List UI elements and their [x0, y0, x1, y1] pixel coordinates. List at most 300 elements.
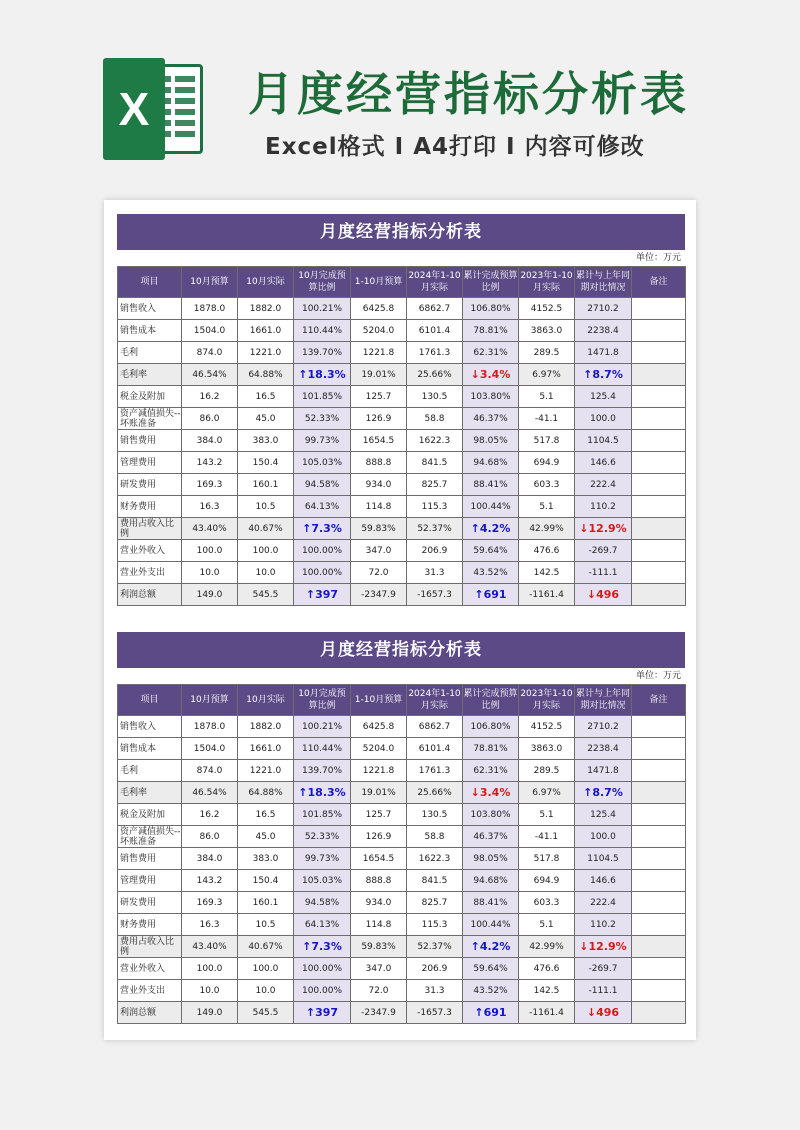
value-cell: 58.8 [407, 408, 463, 430]
value-cell [632, 298, 686, 320]
value-cell [632, 892, 686, 914]
value-cell: 874.0 [182, 342, 238, 364]
row-label-cell: 毛利率 [118, 364, 182, 386]
row-label-cell: 费用占收入比例 [118, 518, 182, 540]
trend-down-value: ↓496 [586, 1006, 620, 1019]
value-cell: 100.21% [294, 716, 351, 738]
row-label-cell: 利润总额 [118, 584, 182, 606]
value-cell: 94.58% [294, 892, 351, 914]
value-cell: 64.13% [294, 914, 351, 936]
value-cell: 1882.0 [238, 298, 294, 320]
value-cell: 100.00% [294, 540, 351, 562]
value-cell: 114.8 [351, 496, 407, 518]
value-cell: 383.0 [238, 430, 294, 452]
value-cell: 142.5 [519, 980, 575, 1002]
value-cell: 6101.4 [407, 320, 463, 342]
value-cell: 78.81% [463, 738, 519, 760]
table-row [118, 980, 686, 1002]
value-cell: 110.44% [294, 738, 351, 760]
trend-up-value: ↑397 [305, 1006, 339, 1019]
value-cell [463, 782, 519, 804]
value-cell [463, 584, 519, 606]
value-cell: 5204.0 [351, 320, 407, 342]
value-cell [575, 518, 632, 540]
table-row [118, 386, 686, 408]
sheet-1 [117, 214, 685, 606]
value-cell [632, 386, 686, 408]
value-cell [632, 738, 686, 760]
row-label-cell: 营业外收入 [118, 958, 182, 980]
value-cell: 222.4 [575, 892, 632, 914]
table-body [118, 298, 686, 606]
table-row [118, 826, 686, 848]
value-cell: 106.80% [463, 716, 519, 738]
row-label-cell: 管理费用 [118, 452, 182, 474]
value-cell: 106.80% [463, 298, 519, 320]
value-cell [632, 452, 686, 474]
trend-up-value: ↑8.7% [583, 368, 623, 381]
row-label-cell: 销售费用 [118, 848, 182, 870]
value-cell: 934.0 [351, 892, 407, 914]
value-cell: 100.21% [294, 298, 351, 320]
value-cell: 31.3 [407, 980, 463, 1002]
trend-up-value: ↑4.2% [470, 940, 511, 953]
value-cell: 16.2 [182, 386, 238, 408]
value-cell [632, 364, 686, 386]
trend-down-value: ↓3.4% [470, 368, 511, 381]
value-cell: 3863.0 [519, 320, 575, 342]
value-cell: 10.0 [182, 562, 238, 584]
value-cell: 143.2 [182, 452, 238, 474]
value-cell: 45.0 [238, 408, 294, 430]
table-header [118, 685, 686, 716]
value-cell: 100.00% [294, 562, 351, 584]
value-cell [632, 782, 686, 804]
row-label-cell: 资产减值损失--坏账准备 [118, 826, 182, 848]
table-row [118, 474, 686, 496]
table-row [118, 452, 686, 474]
value-cell: 99.73% [294, 430, 351, 452]
value-cell: -2347.9 [351, 584, 407, 606]
trend-down-value: ↓12.9% [579, 940, 627, 953]
value-cell: 1221.8 [351, 342, 407, 364]
value-cell [632, 540, 686, 562]
row-label-cell: 费用占收入比例 [118, 936, 182, 958]
row-label-cell: 销售收入 [118, 716, 182, 738]
table-row [118, 892, 686, 914]
value-cell: 934.0 [351, 474, 407, 496]
value-cell: 143.2 [182, 870, 238, 892]
table-row [118, 870, 686, 892]
value-cell: 1504.0 [182, 320, 238, 342]
trend-up-value: ↑18.3% [298, 368, 346, 381]
value-cell: 1882.0 [238, 716, 294, 738]
value-cell: 476.6 [519, 540, 575, 562]
column-header: 10月实际 [238, 267, 294, 298]
value-cell: 1654.5 [351, 430, 407, 452]
trend-up-value: ↑691 [474, 588, 507, 601]
value-cell: 6862.7 [407, 298, 463, 320]
value-cell [632, 826, 686, 848]
value-cell: 139.70% [294, 342, 351, 364]
value-cell: 115.3 [407, 496, 463, 518]
value-cell [632, 760, 686, 782]
table-row [118, 540, 686, 562]
value-cell: 5.1 [519, 496, 575, 518]
table-row [118, 914, 686, 936]
value-cell: 100.0 [575, 408, 632, 430]
value-cell: 1654.5 [351, 848, 407, 870]
value-cell: 72.0 [351, 562, 407, 584]
value-cell: 206.9 [407, 958, 463, 980]
table-row [118, 320, 686, 342]
value-cell: 16.5 [238, 804, 294, 826]
value-cell: -111.1 [575, 980, 632, 1002]
value-cell [632, 342, 686, 364]
value-cell: 105.03% [294, 452, 351, 474]
value-cell: 6425.8 [351, 298, 407, 320]
value-cell: 59.83% [351, 936, 407, 958]
row-label-cell: 毛利率 [118, 782, 182, 804]
value-cell: 825.7 [407, 892, 463, 914]
value-cell: 150.4 [238, 452, 294, 474]
column-header: 2023年1-10月实际 [519, 685, 575, 716]
table-row [118, 408, 686, 430]
indicator-table [117, 684, 686, 1024]
column-header: 累计完成预算比例 [463, 685, 519, 716]
row-label-cell: 税金及附加 [118, 804, 182, 826]
table-row [118, 518, 686, 540]
value-cell: 4152.5 [519, 716, 575, 738]
banner-title: 月度经营指标分析表 [248, 67, 689, 121]
value-cell: 94.58% [294, 474, 351, 496]
unit-label: 单位：万元 [635, 671, 681, 681]
value-cell: 10.5 [238, 496, 294, 518]
value-cell: 160.1 [238, 474, 294, 496]
row-label-cell: 利润总额 [118, 1002, 182, 1024]
value-cell: 43.40% [182, 518, 238, 540]
value-cell: 52.37% [407, 936, 463, 958]
table-row [118, 562, 686, 584]
header-row [118, 267, 686, 298]
row-label-cell: 财务费用 [118, 914, 182, 936]
value-cell: -1161.4 [519, 584, 575, 606]
column-header: 10月预算 [182, 267, 238, 298]
value-cell [463, 1002, 519, 1024]
value-cell: 52.33% [294, 826, 351, 848]
value-cell: 58.8 [407, 826, 463, 848]
value-cell: 5.1 [519, 386, 575, 408]
value-cell: 6.97% [519, 782, 575, 804]
value-cell: -269.7 [575, 540, 632, 562]
value-cell: 16.5 [238, 386, 294, 408]
value-cell: 149.0 [182, 1002, 238, 1024]
value-cell [632, 320, 686, 342]
trend-up-value: ↑4.2% [470, 522, 511, 535]
row-label-cell: 管理费用 [118, 870, 182, 892]
value-cell: 5.1 [519, 914, 575, 936]
value-cell: 62.31% [463, 760, 519, 782]
column-header: 项目 [118, 685, 182, 716]
value-cell: 59.64% [463, 540, 519, 562]
sheet-title: 月度经营指标分析表 [117, 214, 685, 250]
value-cell: 10.0 [182, 980, 238, 1002]
column-header: 2023年1-10月实际 [519, 267, 575, 298]
value-cell: 16.3 [182, 496, 238, 518]
row-label-cell: 毛利 [118, 760, 182, 782]
value-cell: 142.5 [519, 562, 575, 584]
sheet-2 [117, 632, 685, 1024]
value-cell: 62.31% [463, 342, 519, 364]
value-cell [575, 364, 632, 386]
value-cell: 2710.2 [575, 298, 632, 320]
row-label-cell: 营业外支出 [118, 980, 182, 1002]
value-cell [575, 1002, 632, 1024]
value-cell: 1471.8 [575, 760, 632, 782]
value-cell: 888.8 [351, 870, 407, 892]
trend-up-value: ↑397 [305, 588, 339, 601]
value-cell: 43.40% [182, 936, 238, 958]
value-cell: 103.80% [463, 386, 519, 408]
value-cell: 206.9 [407, 540, 463, 562]
value-cell [294, 936, 351, 958]
value-cell [632, 848, 686, 870]
value-cell: 59.64% [463, 958, 519, 980]
value-cell: 125.7 [351, 386, 407, 408]
value-cell: -41.1 [519, 408, 575, 430]
value-cell: 88.41% [463, 892, 519, 914]
value-cell: 114.8 [351, 914, 407, 936]
table-row [118, 782, 686, 804]
value-cell: 841.5 [407, 870, 463, 892]
trend-up-value: ↑8.7% [583, 786, 623, 799]
value-cell: -1657.3 [407, 584, 463, 606]
value-cell: 517.8 [519, 848, 575, 870]
value-cell: 1878.0 [182, 716, 238, 738]
column-header: 10月预算 [182, 685, 238, 716]
value-cell: 100.00% [294, 980, 351, 1002]
value-cell: 1878.0 [182, 298, 238, 320]
value-cell: 289.5 [519, 760, 575, 782]
value-cell: 1622.3 [407, 430, 463, 452]
value-cell: 16.3 [182, 914, 238, 936]
value-cell: 86.0 [182, 408, 238, 430]
value-cell: 6101.4 [407, 738, 463, 760]
value-cell [632, 474, 686, 496]
value-cell [575, 584, 632, 606]
value-cell [632, 980, 686, 1002]
table-row [118, 804, 686, 826]
table-row [118, 1002, 686, 1024]
value-cell: 1504.0 [182, 738, 238, 760]
value-cell: 100.44% [463, 496, 519, 518]
column-header: 10月实际 [238, 685, 294, 716]
value-cell: 105.03% [294, 870, 351, 892]
value-cell [294, 584, 351, 606]
value-cell: 101.85% [294, 386, 351, 408]
value-cell: 694.9 [519, 452, 575, 474]
value-cell: 42.99% [519, 936, 575, 958]
table-row [118, 496, 686, 518]
value-cell: 874.0 [182, 760, 238, 782]
value-cell: 45.0 [238, 826, 294, 848]
value-cell: 126.9 [351, 826, 407, 848]
table-row [118, 958, 686, 980]
value-cell: 2238.4 [575, 320, 632, 342]
value-cell: -269.7 [575, 958, 632, 980]
value-cell: 100.0 [238, 540, 294, 562]
value-cell [632, 958, 686, 980]
row-label-cell: 研发费用 [118, 474, 182, 496]
value-cell: 100.00% [294, 958, 351, 980]
column-header: 2024年1-10月实际 [407, 685, 463, 716]
value-cell: 146.6 [575, 452, 632, 474]
trend-down-value: ↓3.4% [470, 786, 511, 799]
sheet-title: 月度经营指标分析表 [117, 632, 685, 668]
value-cell: 169.3 [182, 892, 238, 914]
value-cell: 169.3 [182, 474, 238, 496]
value-cell [632, 804, 686, 826]
value-cell: 1221.8 [351, 760, 407, 782]
value-cell [632, 496, 686, 518]
trend-up-value: ↑7.3% [302, 522, 342, 535]
value-cell [294, 782, 351, 804]
value-cell [632, 936, 686, 958]
value-cell [632, 518, 686, 540]
column-header: 累计与上年同期对比情况 [575, 267, 632, 298]
value-cell: 4152.5 [519, 298, 575, 320]
value-cell: -1161.4 [519, 1002, 575, 1024]
value-cell: 43.52% [463, 562, 519, 584]
value-cell: 1761.3 [407, 342, 463, 364]
value-cell: 3863.0 [519, 738, 575, 760]
column-header: 备注 [632, 267, 686, 298]
row-label-cell: 财务费用 [118, 496, 182, 518]
value-cell: 384.0 [182, 848, 238, 870]
value-cell: 383.0 [238, 848, 294, 870]
value-cell: 43.52% [463, 980, 519, 1002]
table-header [118, 267, 686, 298]
value-cell [575, 936, 632, 958]
value-cell: 103.80% [463, 804, 519, 826]
value-cell: 94.68% [463, 452, 519, 474]
value-cell: 86.0 [182, 826, 238, 848]
value-cell: 40.67% [238, 518, 294, 540]
trend-up-value: ↑691 [474, 1006, 507, 1019]
column-header: 累计与上年同期对比情况 [575, 685, 632, 716]
column-header: 2024年1-10月实际 [407, 267, 463, 298]
value-cell: 46.54% [182, 364, 238, 386]
row-label-cell: 毛利 [118, 342, 182, 364]
value-cell: 110.2 [575, 496, 632, 518]
trend-down-value: ↓12.9% [579, 522, 627, 535]
value-cell: 149.0 [182, 584, 238, 606]
column-header: 1-10月预算 [351, 685, 407, 716]
value-cell [463, 364, 519, 386]
value-cell [463, 936, 519, 958]
column-header: 1-10月预算 [351, 267, 407, 298]
value-cell [463, 518, 519, 540]
table-row [118, 298, 686, 320]
excel-x-letter: X [103, 58, 165, 160]
value-cell: 825.7 [407, 474, 463, 496]
banner-subtitle: Excel格式 I A4打印 I 内容可修改 [265, 134, 645, 160]
row-label-cell: 销售成本 [118, 320, 182, 342]
value-cell: 110.2 [575, 914, 632, 936]
value-cell: 40.67% [238, 936, 294, 958]
table-row [118, 716, 686, 738]
column-header: 备注 [632, 685, 686, 716]
table-row [118, 936, 686, 958]
value-cell: 16.2 [182, 804, 238, 826]
value-cell: 19.01% [351, 364, 407, 386]
table-row [118, 760, 686, 782]
value-cell: 5204.0 [351, 738, 407, 760]
value-cell: 10.5 [238, 914, 294, 936]
row-label-cell: 销售成本 [118, 738, 182, 760]
row-label-cell: 税金及附加 [118, 386, 182, 408]
header-row [118, 685, 686, 716]
value-cell [632, 430, 686, 452]
table-row [118, 364, 686, 386]
row-label-cell: 营业外支出 [118, 562, 182, 584]
table-row [118, 584, 686, 606]
row-label-cell: 营业外收入 [118, 540, 182, 562]
column-header: 项目 [118, 267, 182, 298]
value-cell [632, 870, 686, 892]
unit-label: 单位：万元 [635, 253, 681, 263]
trend-up-value: ↑18.3% [298, 786, 346, 799]
value-cell: 2238.4 [575, 738, 632, 760]
value-cell: 347.0 [351, 540, 407, 562]
value-cell: 6.97% [519, 364, 575, 386]
value-cell: 64.13% [294, 496, 351, 518]
value-cell: 100.0 [575, 826, 632, 848]
row-label-cell: 资产减值损失--坏账准备 [118, 408, 182, 430]
value-cell: 347.0 [351, 958, 407, 980]
value-cell: 1221.0 [238, 342, 294, 364]
value-cell [294, 518, 351, 540]
value-cell: 10.0 [238, 980, 294, 1002]
value-cell: 545.5 [238, 1002, 294, 1024]
value-cell [632, 716, 686, 738]
column-header: 10月完成预算比例 [294, 685, 351, 716]
value-cell: 1661.0 [238, 738, 294, 760]
table-body [118, 716, 686, 1024]
value-cell: 94.68% [463, 870, 519, 892]
value-cell: -1657.3 [407, 1002, 463, 1024]
value-cell: 78.81% [463, 320, 519, 342]
value-cell: 52.33% [294, 408, 351, 430]
value-cell [632, 584, 686, 606]
value-cell: 64.88% [238, 782, 294, 804]
value-cell: 160.1 [238, 892, 294, 914]
value-cell: 100.0 [182, 958, 238, 980]
value-cell: -111.1 [575, 562, 632, 584]
indicator-table [117, 266, 686, 606]
value-cell: 98.05% [463, 430, 519, 452]
value-cell: 476.6 [519, 958, 575, 980]
value-cell: 289.5 [519, 342, 575, 364]
value-cell: 1104.5 [575, 430, 632, 452]
value-cell: 46.37% [463, 826, 519, 848]
value-cell [294, 364, 351, 386]
value-cell: 1661.0 [238, 320, 294, 342]
column-header: 累计完成预算比例 [463, 267, 519, 298]
banner [0, 0, 800, 190]
value-cell: 545.5 [238, 584, 294, 606]
value-cell: 125.7 [351, 804, 407, 826]
